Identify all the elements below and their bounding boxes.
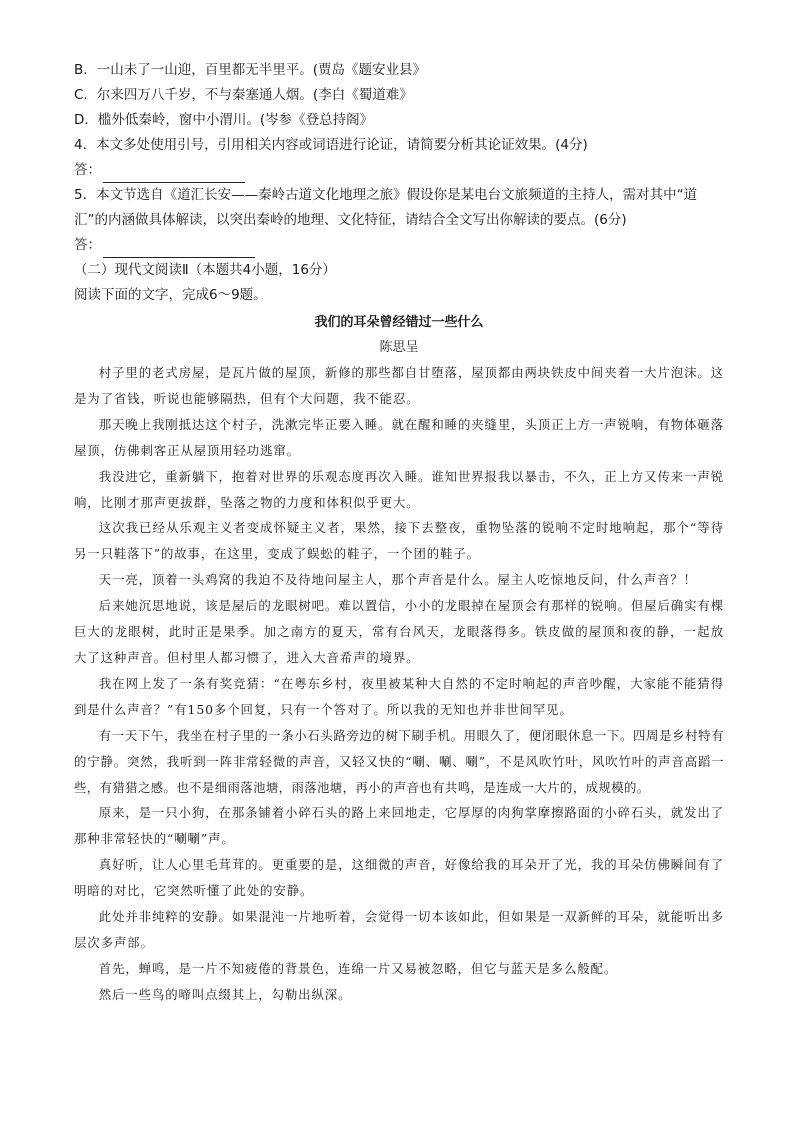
- answer-label: 答：: [74, 237, 101, 253]
- article-title: 我们的耳朵曾经错过一些什么: [314, 315, 484, 330]
- section-heading: （二）现代文阅读Ⅱ（本题共4小题，16分）: [74, 262, 336, 278]
- paragraph: 真好听，让人心里毛茸茸的。更重要的是，这细微的声音，好像给我的耳朵开了光，我的耳朵仿佛瞬间有了明暗的对比，它突然听懂了此处的安静。: [74, 857, 724, 899]
- paragraph: 那天晚上我刚抵达这个村子，洗漱完毕正要入睡。就在醒和睡的夹缝里，头顶正上方一声锐响，有物体砸落屋顶，仿佛刺客正从屋顶用轻功逃窜。: [74, 416, 724, 458]
- option-b: B．一山未了一山迎，百里都无半里平。(贾岛《题安业县》: [74, 62, 427, 78]
- paragraph: 这次我已经从乐观主义者变成怀疑主义者，果然，接下去整夜，重物坠落的锐响不定时地响起，那个“等待另一只鞋落下”的故事，在这里，变成了蜈蚣的鞋子，一个团的鞋子。: [74, 520, 724, 562]
- paragraph: 村子里的老式房屋，是瓦片做的屋顶，新修的那些都自甘堕落，屋顶都由两块铁皮中间夹着一大片泡沫。这是为了省钱，听说也能够隔热，但有个大问题，我不能忍。: [74, 365, 724, 406]
- answer-blank[interactable]: [103, 164, 245, 183]
- paragraph: 首先，蝉鸣，是一片不知疲倦的背景色，连绵一片又易被忽略，但它与蓝天是多么般配。: [98, 960, 618, 976]
- answer-blank[interactable]: [103, 239, 255, 258]
- exam-page: [74, 58, 724, 1008]
- paragraph: 原来，是一只小狗，在那条铺着小碎石头的路上来回地走，它厚厚的肉狗掌摩擦路面的小碎石头，就发出了那种非常轻快的“唰唰”声。: [74, 805, 724, 847]
- paragraph: 天一亮，顶着一头鸡窝的我迫不及待地问屋主人，那个声音是什么。屋主人吃惊地反问，什么声音？！: [98, 572, 697, 588]
- paragraph: 然后一些鸟的啼叫点缀其上，勾勒出纵深。: [98, 986, 352, 1002]
- answer-row-4: [74, 158, 724, 183]
- question-5-line-2: 汇”的内涵做具体解读，以突出秦岭的地理、文化特征，请结合全文写出你解读的要点。(6分): [74, 212, 627, 228]
- article-body: [74, 360, 724, 1008]
- paragraph: 有一天下午，我坐在村子里的一条小石头路旁边的树下刷手机。用眼久了，便闭眼休息一下。四周是乡村特有的宁静。突然，我听到一阵非常轻微的声音，又轻又快的“唰、唰、唰”，不是风吹竹叶，风吹竹叶的声音高蹈一些，有猎猎之感。也不是细雨落池塘，雨落池塘，再小的声音也有共鸣，是连成一大片的，成规模的。: [74, 727, 724, 795]
- option-c: C．尔来四万八千岁，不与秦塞通人烟。(李白《蜀道难》: [74, 87, 413, 103]
- question-5-line-1: 5．本文节选自《道汇长安——秦岭古道文化地理之旅》假设你是某电台文旅频道的主持人，需对其中“道: [74, 187, 698, 203]
- question-4: 4．本文多处使用引号，引用相关内容或词语进行论证，请简要分析其论证效果。(4分): [74, 137, 588, 153]
- paragraph: 我没进它，重新躺下，抱着对世界的乐观态度再次入睡。谁知世界报我以暴击，不久，正上方又传来一声锐响，比刚才那声更拔群，坠落之物的力度和体积似乎更大。: [74, 468, 724, 510]
- section-instruction: 阅读下面的文字，完成6～9题。: [74, 287, 267, 303]
- answer-label: 答：: [74, 162, 101, 178]
- paragraph: 此处并非纯粹的安静。如果混沌一片地听着，会觉得一切本该如此，但如果是一双新鲜的耳朵，就能听出多层次多声部。: [74, 909, 724, 950]
- paragraph: 后来她沉思地说，该是屋后的龙眼树吧。难以置信，小小的龙眼掉在屋顶会有那样的锐响。但屋后确实有棵巨大的龙眼树，此时正是果季。加之南方的夏天，常有台风天，龙眼落得多。铁皮做的屋顶和夜的静，一起放大了这种声音。但村里人都习惯了，进入大音希声的境界。: [74, 598, 724, 665]
- option-d: D．槛外低秦岭，窗中小渭川。(岑参《登总持阁》: [74, 112, 374, 128]
- answer-row-5: [74, 233, 724, 258]
- article-author: 陈思呈: [379, 340, 419, 355]
- paragraph: 我在网上发了一条有奖竞猜：“在粤东乡村，夜里被某种大自然的不定时响起的声音吵醒，大家能不能猜得到是什么声音？”有150多个回复，只有一个答对了。所以我的无知也并非世间罕见。: [74, 675, 724, 717]
